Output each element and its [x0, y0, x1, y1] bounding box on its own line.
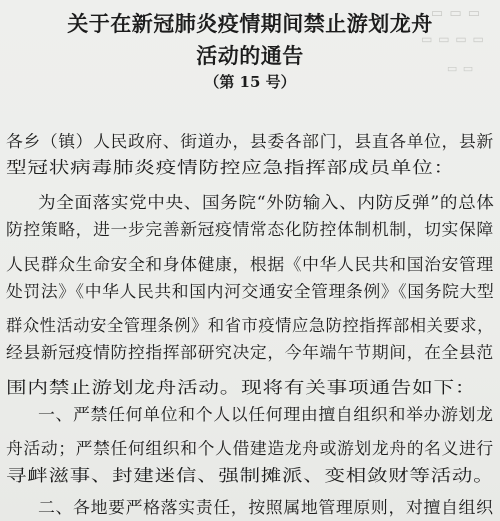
addressee-line: 各乡（镇）人民政府、街道办，县委各部门，县直各单位，县新	[6, 132, 494, 151]
paragraph-line: 围内禁止游划龙舟活动。现将有关事项通告如下：	[6, 378, 477, 397]
list-item-line: 寻衅滋事、封建迷信、强制摊派、变相敛财等活动。	[6, 466, 495, 485]
list-item-line: 舟活动；严禁任何组织和个人借建造龙舟或游划龙舟的名义进行	[6, 439, 494, 458]
paragraph-line: 为全面落实党中央、国务院“外防输入、内防反弹”的总体	[38, 193, 495, 212]
paragraph-line: 人民群众生命安全和身体健康，根据《中华人民共和国治安管理	[6, 255, 494, 274]
paragraph-line: 群众性活动安全管理条例》和省市疫情应急防控指挥部相关要求，	[6, 316, 494, 335]
paragraph-line: 经县新冠疫情防控指挥部研究决定，今年端午节期间，在全县范	[6, 343, 494, 362]
document-title-line-1: 关于在新冠肺炎疫情期间禁止游划龙舟	[67, 11, 433, 36]
bleed-through-mark: ▭ ▭ ▭	[430, 6, 481, 21]
paragraph-line: 处罚法》《中华人民共和国内河交通安全管理条例》《国务院大型	[6, 282, 495, 301]
document-number: （第 15 号）	[204, 73, 296, 91]
document-title-line-2: 活动的通告	[196, 43, 304, 68]
bleed-through-mark: ▭ ▭ ▭ ▭	[420, 32, 484, 46]
bleed-through-mark: ▭ ▭	[446, 62, 474, 75]
paragraph-line: 防控策略，进一步完善新冠疫情常态化防控体制机制，切实保障	[6, 220, 494, 239]
list-item-line: 一、严禁任何单位和个人以任何理由擅自组织和举办游划龙	[38, 405, 494, 424]
list-item-line: 二、各地要严格落实责任，按照属地管理原则，对擅自组织	[38, 498, 494, 517]
addressee-line: 型冠状病毒肺炎疫情防控应急指挥部成员单位：	[6, 158, 455, 177]
